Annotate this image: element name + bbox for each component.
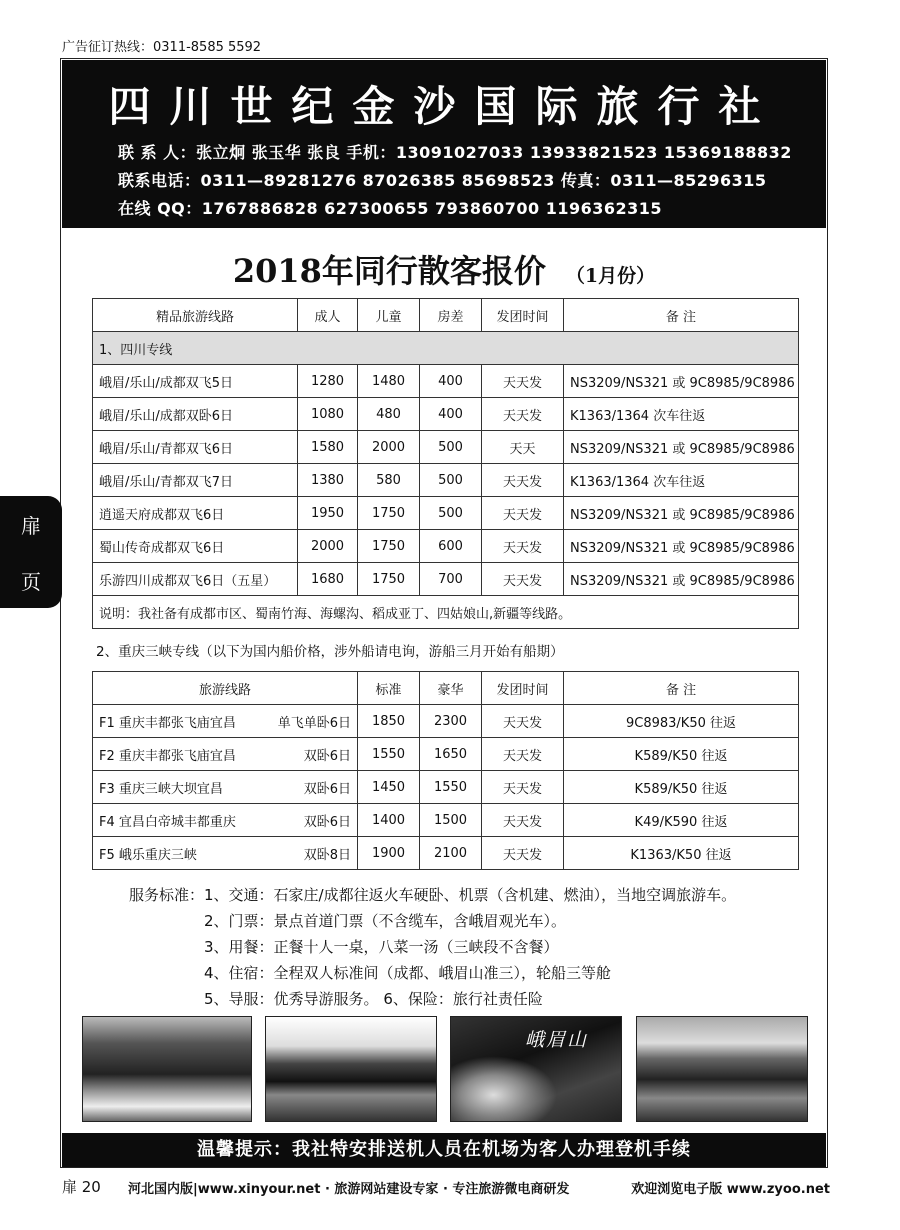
standard-cell: 1400 — [358, 804, 420, 837]
col-header: 备 注 — [564, 672, 799, 705]
departure-cell: 天天发 — [482, 705, 564, 738]
photo-caption: 峨眉山 — [525, 1029, 589, 1051]
departure-cell: 天天发 — [482, 563, 564, 596]
table-row — [93, 497, 799, 530]
route-cell: F4 宜昌白帝城丰都重庆 — [93, 804, 263, 837]
route-cell: 峨眉/乐山/青都双飞7日 — [93, 464, 298, 497]
chongqing-price-table — [92, 671, 799, 870]
table-row — [93, 705, 799, 738]
route-cell: 乐游四川成都双飞6日（五星） — [93, 563, 298, 596]
remark-cell: NS3209/NS321 或 9C8985/9C8986 — [564, 563, 799, 596]
table-row — [93, 365, 799, 398]
duration-cell: 单飞单卧6日 — [263, 705, 358, 738]
duration-cell: 双卧8日 — [263, 837, 358, 870]
standard-cell: 1450 — [358, 771, 420, 804]
adult-cell: 1080 — [298, 398, 358, 431]
side-tab-bottom: 页 — [21, 570, 41, 594]
section-row — [93, 332, 799, 365]
agency-name: 四川世纪金沙国际旅行社 — [108, 82, 780, 131]
room-cell: 400 — [420, 365, 482, 398]
landscape-photo-3 — [450, 1016, 622, 1122]
standard-cell: 1550 — [358, 738, 420, 771]
child-cell: 480 — [358, 398, 420, 431]
duration-cell: 双卧6日 — [263, 804, 358, 837]
duration-cell: 双卧6日 — [263, 738, 358, 771]
room-cell: 400 — [420, 398, 482, 431]
remark-cell: 9C8983/K50 往返 — [564, 705, 799, 738]
title-main: 2018年同行散客报价 — [232, 252, 546, 290]
luxury-cell: 1500 — [420, 804, 482, 837]
col-header: 豪华 — [420, 672, 482, 705]
note-row — [93, 596, 799, 629]
title-sub: （1月份） — [565, 265, 656, 287]
departure-cell: 天天 — [482, 431, 564, 464]
table-row — [93, 837, 799, 870]
route-cell: F2 重庆丰都张飞庙宜昌 — [93, 738, 263, 771]
table-row — [93, 738, 799, 771]
standard-cell: 1900 — [358, 837, 420, 870]
col-header: 备 注 — [564, 299, 799, 332]
child-cell: 1750 — [358, 563, 420, 596]
side-tab — [0, 496, 62, 608]
col-header: 发团时间 — [482, 672, 564, 705]
table-row — [93, 431, 799, 464]
departure-cell: 天天发 — [482, 738, 564, 771]
table-row — [93, 530, 799, 563]
footer-right: 欢迎浏览电子版 www.zyoo.net — [631, 1182, 830, 1197]
service-standards — [129, 882, 736, 1012]
service-line: 4、住宿：全程双人标准间（成都、峨眉山准三），轮船三等舱 — [204, 964, 612, 982]
table-row — [93, 804, 799, 837]
departure-cell: 天天发 — [482, 530, 564, 563]
departure-cell: 天天发 — [482, 771, 564, 804]
chongqing-section-title: 2、重庆三峡专线（以下为国内船价格，涉外船请电询，游船三月开始有船期） — [96, 644, 564, 660]
remark-cell: NS3209/NS321 或 9C8985/9C8986 — [564, 530, 799, 563]
luxury-cell: 1550 — [420, 771, 482, 804]
route-cell: F1 重庆丰都张飞庙宜昌 — [93, 705, 263, 738]
departure-cell: 天天发 — [482, 837, 564, 870]
section-label: 1、四川专线 — [93, 332, 799, 365]
route-cell: 峨眉/乐山/青都双飞6日 — [93, 431, 298, 464]
remark-cell: K589/K50 往返 — [564, 771, 799, 804]
page-number: 扉 20 — [62, 1178, 101, 1196]
remark-cell: K1363/1364 次车往返 — [564, 398, 799, 431]
service-line: 2、门票：景点首道门票（不含缆车，含峨眉观光车）。 — [204, 912, 567, 930]
room-cell: 500 — [420, 431, 482, 464]
remark-cell: NS3209/NS321 或 9C8985/9C8986 — [564, 497, 799, 530]
route-cell: 蜀山传奇成都双飞6日 — [93, 530, 298, 563]
page-title — [62, 246, 826, 292]
duration-cell: 双卧6日 — [263, 771, 358, 804]
service-line: 3、用餐：正餐十人一桌，八菜一汤（三峡段不含餐） — [204, 938, 559, 956]
luxury-cell: 2100 — [420, 837, 482, 870]
contact-persons: 联 系 人：张立炯 张玉华 张良 手机：13091027033 13933821523 15369188832 — [118, 143, 792, 162]
footer-left: 河北国内版|www.xinyour.net · 旅游网站建设专家 · 专注旅游微电商研发 — [128, 1182, 570, 1197]
child-cell: 1480 — [358, 365, 420, 398]
col-header: 精品旅游线路 — [93, 299, 298, 332]
luxury-cell: 2300 — [420, 705, 482, 738]
ad-hotline: 广告征订热线：0311-8585 5592 — [62, 40, 262, 55]
route-cell: 峨眉/乐山/成都双飞5日 — [93, 365, 298, 398]
departure-cell: 天天发 — [482, 804, 564, 837]
route-cell: F5 峨乐重庆三峡 — [93, 837, 263, 870]
table-header-row — [93, 672, 799, 705]
departure-cell: 天天发 — [482, 464, 564, 497]
table-note: 说明：我社备有成都市区、蜀南竹海、海螺沟、稻成亚丁、四姑娘山,新疆等线路。 — [93, 596, 799, 629]
agency-header — [62, 60, 826, 228]
remark-cell: K1363/1364 次车往返 — [564, 464, 799, 497]
remark-cell: NS3209/NS321 或 9C8985/9C8986 — [564, 365, 799, 398]
remark-cell: K1363/K50 往返 — [564, 837, 799, 870]
adult-cell: 1950 — [298, 497, 358, 530]
room-cell: 700 — [420, 563, 482, 596]
table-header-row — [93, 299, 799, 332]
adult-cell: 1380 — [298, 464, 358, 497]
departure-cell: 天天发 — [482, 365, 564, 398]
remark-cell: K589/K50 往返 — [564, 738, 799, 771]
col-header: 成人 — [298, 299, 358, 332]
col-header: 儿童 — [358, 299, 420, 332]
adult-cell: 2000 — [298, 530, 358, 563]
landscape-photo-1 — [82, 1016, 252, 1122]
col-header: 房差 — [420, 299, 482, 332]
adult-cell: 1680 — [298, 563, 358, 596]
child-cell: 580 — [358, 464, 420, 497]
table-row — [93, 464, 799, 497]
table-row — [93, 771, 799, 804]
room-cell: 500 — [420, 497, 482, 530]
col-header: 标准 — [358, 672, 420, 705]
service-line: 5、导服：优秀导游服务。 6、保险：旅行社责任险 — [204, 990, 543, 1008]
room-cell: 600 — [420, 530, 482, 563]
sichuan-price-table — [92, 298, 799, 629]
col-header: 旅游线路 — [93, 672, 358, 705]
departure-cell: 天天发 — [482, 398, 564, 431]
route-cell: 峨眉/乐山/成都双卧6日 — [93, 398, 298, 431]
landscape-photo-2 — [265, 1016, 437, 1122]
child-cell: 1750 — [358, 530, 420, 563]
service-line: 服务标准：1、交通：石家庄/成都往返火车硬卧、机票（含机建、燃油），当地空调旅游车。 — [129, 886, 737, 904]
luxury-cell: 1650 — [420, 738, 482, 771]
adult-cell: 1580 — [298, 431, 358, 464]
contact-phones: 联系电话：0311—89281276 87026385 85698523 传真：0311—85296315 — [118, 171, 767, 190]
remark-cell: NS3209/NS321 或 9C8985/9C8986 — [564, 431, 799, 464]
child-cell: 2000 — [358, 431, 420, 464]
contact-qq: 在线 QQ：1767886828 627300655 793860700 1196362315 — [118, 199, 663, 218]
remark-cell: K49/K590 往返 — [564, 804, 799, 837]
landscape-photo-4 — [636, 1016, 808, 1122]
reminder-banner: 温馨提示：我社特安排送机人员在机场为客人办理登机手续 — [62, 1133, 826, 1167]
child-cell: 1750 — [358, 497, 420, 530]
standard-cell: 1850 — [358, 705, 420, 738]
table-row — [93, 398, 799, 431]
departure-cell: 天天发 — [482, 497, 564, 530]
route-cell: 逍遥天府成都双飞6日 — [93, 497, 298, 530]
route-cell: F3 重庆三峡大坝宜昌 — [93, 771, 263, 804]
adult-cell: 1280 — [298, 365, 358, 398]
col-header: 发团时间 — [482, 299, 564, 332]
table-row — [93, 563, 799, 596]
side-tab-top: 扉 — [21, 514, 41, 538]
room-cell: 500 — [420, 464, 482, 497]
